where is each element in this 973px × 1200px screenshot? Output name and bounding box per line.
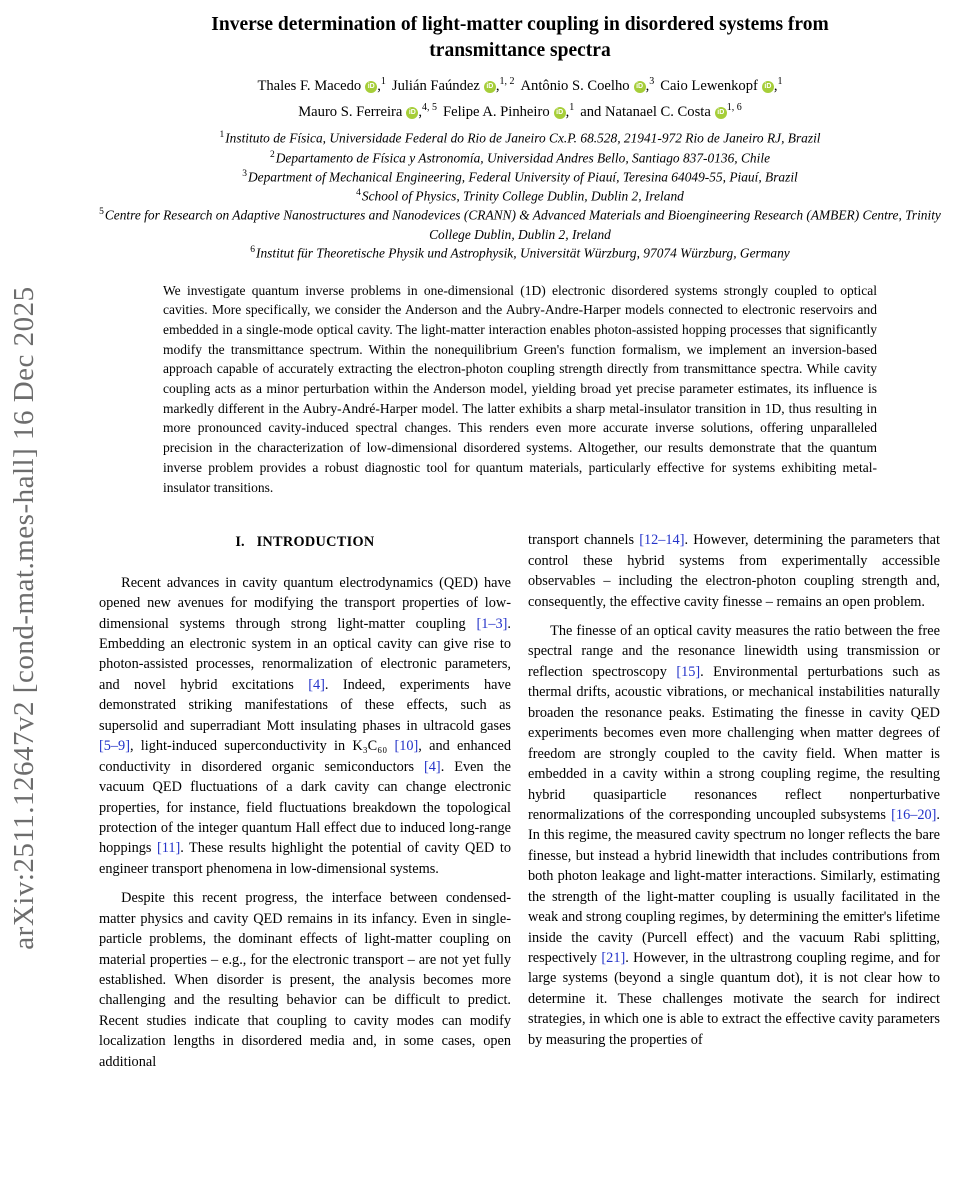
citation-link[interactable]: [16–20] <box>891 806 937 823</box>
orcid-icon[interactable]: iD <box>762 81 774 93</box>
citation-link[interactable]: [5–9] <box>99 738 130 755</box>
citation-link[interactable]: [21] <box>601 950 626 967</box>
author: Caio Lewenkopf iD ,$^1$ <box>660 76 783 95</box>
affiliation-number: 5 <box>99 207 104 218</box>
author-line <box>99 99 941 125</box>
paragraph: The finesse of an optical cavity measures the ratio between the free spectral range and the resonance linewidth using transmission or reflection spectroscopy [15]. Environmental perturbations such as thermal drifts, acoustic vibrations, or mechanical instabilities naturally broaden the resonance peaks. Estimating the finesse in cavity QED experiments becomes even more challenging when matter degrees of freedom are strongly coupled to the cavity field. When matter is embedded in a cavity within a strong coupling regime, the resulting hybrid quasiparticle resonances reflect nonperturbative renormalizations of the corresponding uncoupled subsystems [16–20]. In this regime, the measured cavity spectrum no longer reflects the bare finesse, but instead a hybrid linewidth that includes contributions from both photon leakage and light-matter interactions. Similarly, estimating the strength of the light-matter coupling is usually facilitated in the weak and strong coupling regimes, by determining the emitter's lifetime inside the cavity (Purcell effect) and the vacuum Rabi splitting, respectively [21]. However, in the ultrastrong coupling regime, and for large systems (beyond a single quantum dot), it is not clear how to determine it. These challenges motivate the search for indirect strategies, in which one is able to extract the effective cavity parameters by measuring the properties of <box>528 623 941 1048</box>
author-name: Natanael C. Costa <box>605 104 711 121</box>
paragraph: Recent advances in cavity quantum electrodynamics (QED) have opened new avenues for modifying the transport properties of low-dimensional systems through strong light-matter coupling [1–3]. Embedding an electronic system in an optical cavity can give rise to photon-assisted processes, renormalization of electronic parameters, and novel hybrid excitations [4]. Indeed, experiments have demonstrated striking manifestations of these effects, such as supersolid and superradiant Mott insulating phases in ultracold gases [5–9], light-induced superconductivity in K₃C₆₀ [10], and enhanced conductivity in disordered organic semiconductors [4]. Even the vacuum QED fluctuations of a dark cavity can change electronic properties, for instance, field fluctuations breakdown the topological protection of the integer quantum Hall effect due to induced long-range hoppings [11]. These results highlight the potential of cavity QED to engineer transport phenomena in low-dimensional systems. <box>99 574 511 877</box>
affiliation-ref: 3 <box>649 76 655 88</box>
affiliation: $^1$Instituto de Física, Universidade Federal do Rio de Janeiro Cx.P. 68.528, 21941-972 Rio de Janeiro RJ, Brazil <box>219 130 821 146</box>
orcid-icon[interactable]: iD <box>554 107 566 119</box>
affiliation: $^2$Departamento de Física y Astronomía, Universidad Andres Bello, Santiago 837-0136, Chile <box>269 149 771 166</box>
affiliation-ref: 1 <box>777 76 783 88</box>
author-list <box>99 73 941 125</box>
affiliation-number: 3 <box>242 168 247 179</box>
orcid-icon[interactable]: iD <box>484 81 496 93</box>
paragraph: Despite this recent progress, the interface between condensed-matter physics and cavity QED remains in its infancy. Even in single-particle problems, the dominant effects of light-matter coupling on material properties – e.g., for the electronic transport – are not yet fully established. When disorder is present, the analysis becomes more challenging and the resulting behavior can be difficult to predict. Recent studies indicate that coupling to cavity modes can modify localization lengths in disordered media and, in some cases, open additional <box>99 890 511 1070</box>
author-name: Thales F. Macedo <box>257 78 362 95</box>
left-column-text <box>99 573 511 1073</box>
author: Thales F. Macedo iD ,$^1$ <box>257 76 386 95</box>
author-name: Antônio S. Coelho <box>520 78 630 95</box>
affiliation-list <box>99 129 941 263</box>
affiliation-ref: 1 <box>380 76 386 88</box>
affiliation-ref: 1 <box>569 102 575 114</box>
affiliation-number: 6 <box>250 245 255 256</box>
citation-link[interactable]: [4] <box>424 758 441 775</box>
two-column-body <box>99 530 941 1072</box>
author-line <box>99 73 941 99</box>
affiliation-ref: 1, 2 <box>499 76 515 88</box>
affiliation-number: 4 <box>356 188 361 199</box>
orcid-icon[interactable]: iD <box>365 81 377 93</box>
affiliation-number: 2 <box>269 149 275 160</box>
affiliation: $^5$Centre for Research on Adaptive Nanostructures and Nanodevices (CRANN) & Advanced Materials and Bioengineering Research (AMBER) Centre, Trinity College Dublin, Dublin 2, Ireland <box>99 207 941 242</box>
citation-link[interactable]: [4] <box>308 676 325 693</box>
author: Julián Faúndez iD ,$^{1, 2}$ <box>391 76 515 95</box>
left-column <box>99 530 511 1072</box>
author: Mauro S. Ferreira iD ,$^{4, 5}$ <box>298 102 437 121</box>
author-name: Mauro S. Ferreira <box>298 104 403 121</box>
citation-link[interactable]: [10] <box>394 738 419 755</box>
affiliation: $^3$Department of Mechanical Engineering, Federal University of Piauí, Teresina 64049-55, Piauí, Brazil <box>242 168 798 185</box>
author-name: Caio Lewenkopf <box>660 78 758 95</box>
author: and Natanael C. Costa iD $^{1, 6}$ <box>580 102 742 121</box>
right-column-text <box>528 530 940 1050</box>
right-column <box>528 530 940 1050</box>
section-label: INTRODUCTION <box>256 534 375 551</box>
section-heading <box>99 532 511 552</box>
affiliation-number: 1 <box>219 130 225 141</box>
affiliation: $^6$Institut für Theoretische Physik und Astrophysik, Universität Würzburg, 97074 Würzburg, Germany <box>250 245 790 261</box>
affiliation-ref: 1, 6 <box>726 102 742 114</box>
arxiv-watermark: arXiv:2511.12647v2 [cond-mat.mes-hall] 16 Dec 2025 <box>8 286 40 950</box>
abstract-text: We investigate quantum inverse problems in one-dimensional (1D) electronic disordered systems strongly coupled to optical cavities. More specifically, we consider the Anderson and the Aubry-Andre-Harper models connected to electronic reservoirs and embedded in a single-mode optical cavity. The light-matter interaction enables photon-assisted hopping processes that significantly modify the transmittance spectrum. Within the nonequilibrium Green's function formalism, we implement an inversion-based approach capable of accurately extracting the electron-photon coupling strength directly from transmittance spectra. While cavity coupling acts as a minor perturbation within the Anderson model, yielding broad yet precise parameter estimates, its influence is markedly different in the Aubry-André-Harper model. The latter exhibits a sharp metal-insulator transition in 1D, thus resulting in more pronounced cavity-induced spectral changes. This renders even more accurate inverse solutions, offering unparalleled precision in the characterization of low-dimensional disordered systems. Altogether, our results demonstrate that the quantum inverse problem provides a robust diagnostic tool for quantum materials, particularly effective for systems exhibiting metal-insulator transitions. <box>163 282 877 495</box>
orcid-icon[interactable]: iD <box>634 81 646 93</box>
author-name: Julián Faúndez <box>391 78 480 95</box>
section-number: I. <box>235 534 245 551</box>
affiliation: $^4$School of Physics, Trinity College Dublin, Dublin 2, Ireland <box>356 188 684 204</box>
affiliation-ref: 4, 5 <box>422 102 437 114</box>
author: Antônio S. Coelho iD ,$^3$ <box>520 76 655 95</box>
citation-link[interactable]: [11] <box>156 840 181 857</box>
author-name: Felipe A. Pinheiro <box>443 104 550 121</box>
paragraph: transport channels [12–14]. However, determining the parameters that control these hybrid systems from experimentally accessible observables – including the electron-photon coupling strength and, consequently, the effective cavity finesse – remains an open problem. <box>528 532 940 610</box>
orcid-icon[interactable]: iD <box>715 107 727 119</box>
author: Felipe A. Pinheiro iD ,$^1$ <box>443 102 575 121</box>
orcid-icon[interactable]: iD <box>406 107 418 119</box>
citation-link[interactable]: [1–3] <box>476 615 508 632</box>
citation-link[interactable]: [12–14] <box>639 532 685 549</box>
citation-link[interactable]: [15] <box>676 663 701 680</box>
paper-title: Inverse determination of light-matter coupling in disordered systems from transmittance spectra <box>211 14 829 61</box>
